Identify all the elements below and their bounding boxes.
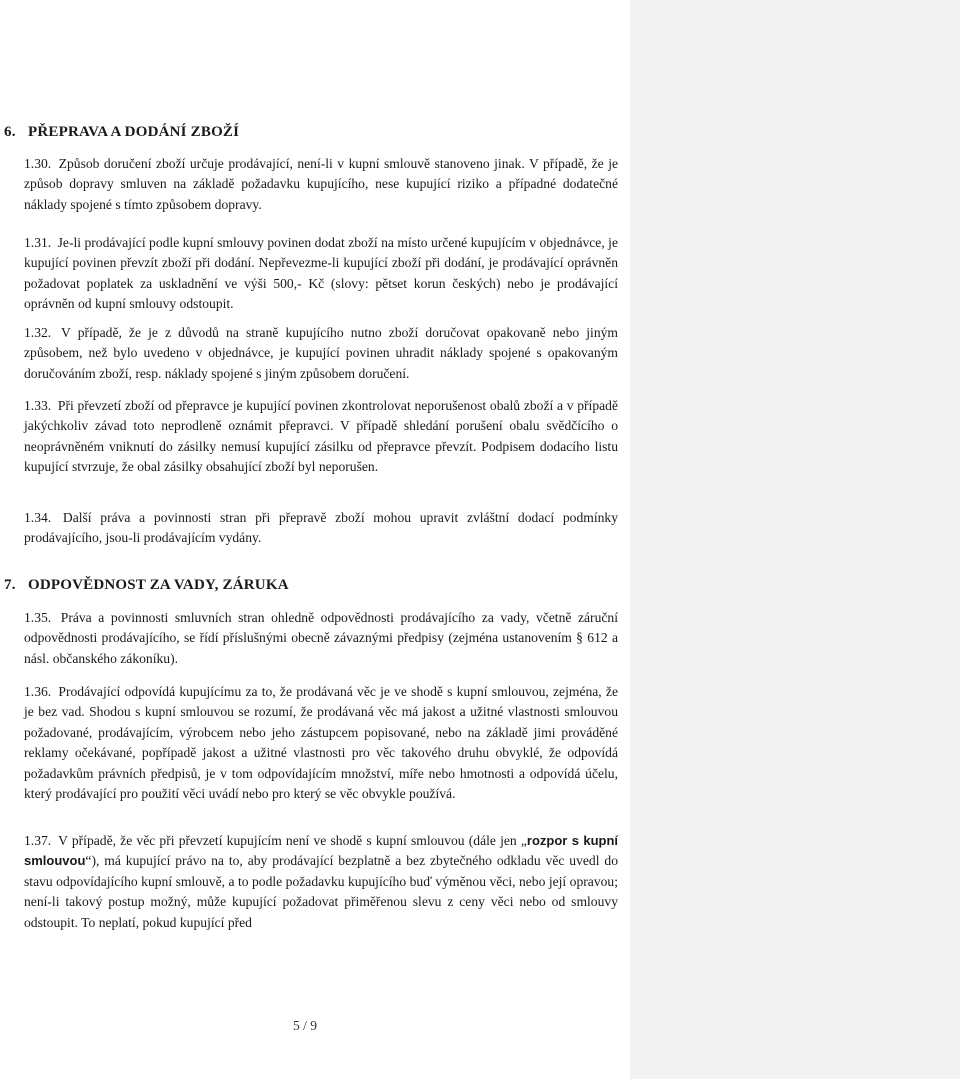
paragraph-1-30: [24, 154, 618, 215]
section-title: PŘEPRAVA A DODÁNÍ ZBOŽÍ: [28, 124, 240, 140]
paragraph-1-32: [24, 323, 618, 384]
section-title: ODPOVĚDNOST ZA VADY, ZÁRUKA: [28, 577, 289, 593]
paragraph-text-after: “), má kupující právo na to, aby prodávající bezplatně a bez zbytečného odkladu věc uvedl do stavu odpovídajícího kupní smlouvě, a to podle požadavku kupujícího buď výměnou věci, nebo její opravou; není-li takový postup možný, může kupující požadovat přiměřenou slevu z ceny věci nebo od smlouvy odstoupit. To neplatí, pokud kupující před: [24, 853, 618, 930]
paragraph-1-33: [24, 396, 618, 478]
paragraph-text: Práva a povinnosti smluvních stran ohledně odpovědnosti prodávajícího za vady, včetně záruční odpovědnosti prodávajícího, se řídí příslušnými obecně závaznými předpisy (zejména ustanovením § 612 a násl. občanského zákoníku).: [24, 610, 618, 666]
section-number: 6.: [4, 124, 16, 140]
section-heading-7: [4, 577, 289, 594]
paragraph-1-36: [24, 682, 618, 804]
section-heading-6: [4, 124, 239, 141]
paragraph-number: 1.31.: [24, 235, 52, 250]
paragraph-text: Prodávající odpovídá kupujícímu za to, že prodávaná věc je ve shodě s kupní smlouvou, zejména, že je bez vad. Shodou s kupní smlouvou se rozumí, že prodávaná věc má jakost a užitné vlastnosti smlouvou požadované, prodávajícím, výrobcem nebo jeho zástupcem popisované, nebo na základě jimi prováděné reklamy očekávané, popřípadě jakost a užitné vlastnosti pro věc takového druhu obvyklé, že odpovídá požadavkům právních předpisů, je v tom odpovídajícím množství, míře nebo hmotnosti a odpovídá účelu, který prodávající pro použití věci uvádí nebo pro který se věc obvykle používá.: [24, 684, 618, 802]
section-number: 7.: [4, 577, 16, 593]
side-panel: [630, 0, 960, 1079]
page-number: 5 / 9: [292, 1018, 317, 1033]
paragraph-1-37: [24, 831, 618, 933]
paragraph-number: 1.36.: [24, 684, 52, 699]
paragraph-text: Je-li prodávající podle kupní smlouvy povinen dodat zboží na místo určené kupujícím v objednávce, je kupující povinen převzít zboží při dodání. Nepřevezme-li kupující zboží při dodání, je prodávající oprávněn požadovat poplatek za uskladnění ve výši 500,- Kč (slovy: pětset korun českých) nebo je prodávající oprávněn od kupní smlouvy odstoupit.: [24, 235, 618, 312]
paragraph-number: 1.37.: [24, 833, 52, 848]
paragraph-text: V případě, že je z důvodů na straně kupujícího nutno zboží doručovat opakovaně nebo jiným způsobem, než bylo uvedeno v objednávce, je kupující povinen uhradit náklady spojené s opakovaným doručováním zboží, resp. náklady spojené s jiným způsobem doručení.: [24, 325, 618, 381]
paragraph-1-34: [24, 508, 618, 549]
paragraph-text: Další práva a povinnosti stran při přepravě zboží mohou upravit zvláštní dodací podmínky prodávajícího, jsou-li prodávajícím vydány.: [24, 510, 618, 546]
defined-term: rozpor s kupní smlouvou: [24, 833, 619, 869]
paragraph-number: 1.34.: [24, 510, 52, 525]
paragraph-text-before: V případě, že věc při převzetí kupujícím není ve shodě s kupní smlouvou (dále jen „: [58, 833, 527, 848]
paragraph-1-31: [24, 233, 618, 315]
paragraph-text: Při převzetí zboží od přepravce je kupující povinen zkontrolovat neporušenost obalů zboží a v případě jakýchkoliv závad toto neprodleně oznámit přepravci. V případě shledání porušení obalu svědčícího o neoprávněném vniknutí do zásilky nemusí kupující zásilku od přepravce převzít. Podpisem dodacího listu kupující stvrzuje, že obal zásilky obsahující zboží byl neporušen.: [24, 398, 618, 475]
paragraph-number: 1.33.: [24, 398, 52, 413]
paragraph-1-35: [24, 608, 618, 669]
paragraph-number: 1.32.: [24, 325, 52, 340]
paragraph-number: 1.35.: [24, 610, 52, 625]
paragraph-text: Způsob doručení zboží určuje prodávající, není-li v kupní smlouvě stanoveno jinak. V případě, že je způsob dopravy smluven na základě požadavku kupujícího, nese kupující riziko a případné dodatečné náklady spojené s tímto způsobem dopravy.: [24, 156, 618, 212]
paragraph-number: 1.30.: [24, 156, 52, 171]
